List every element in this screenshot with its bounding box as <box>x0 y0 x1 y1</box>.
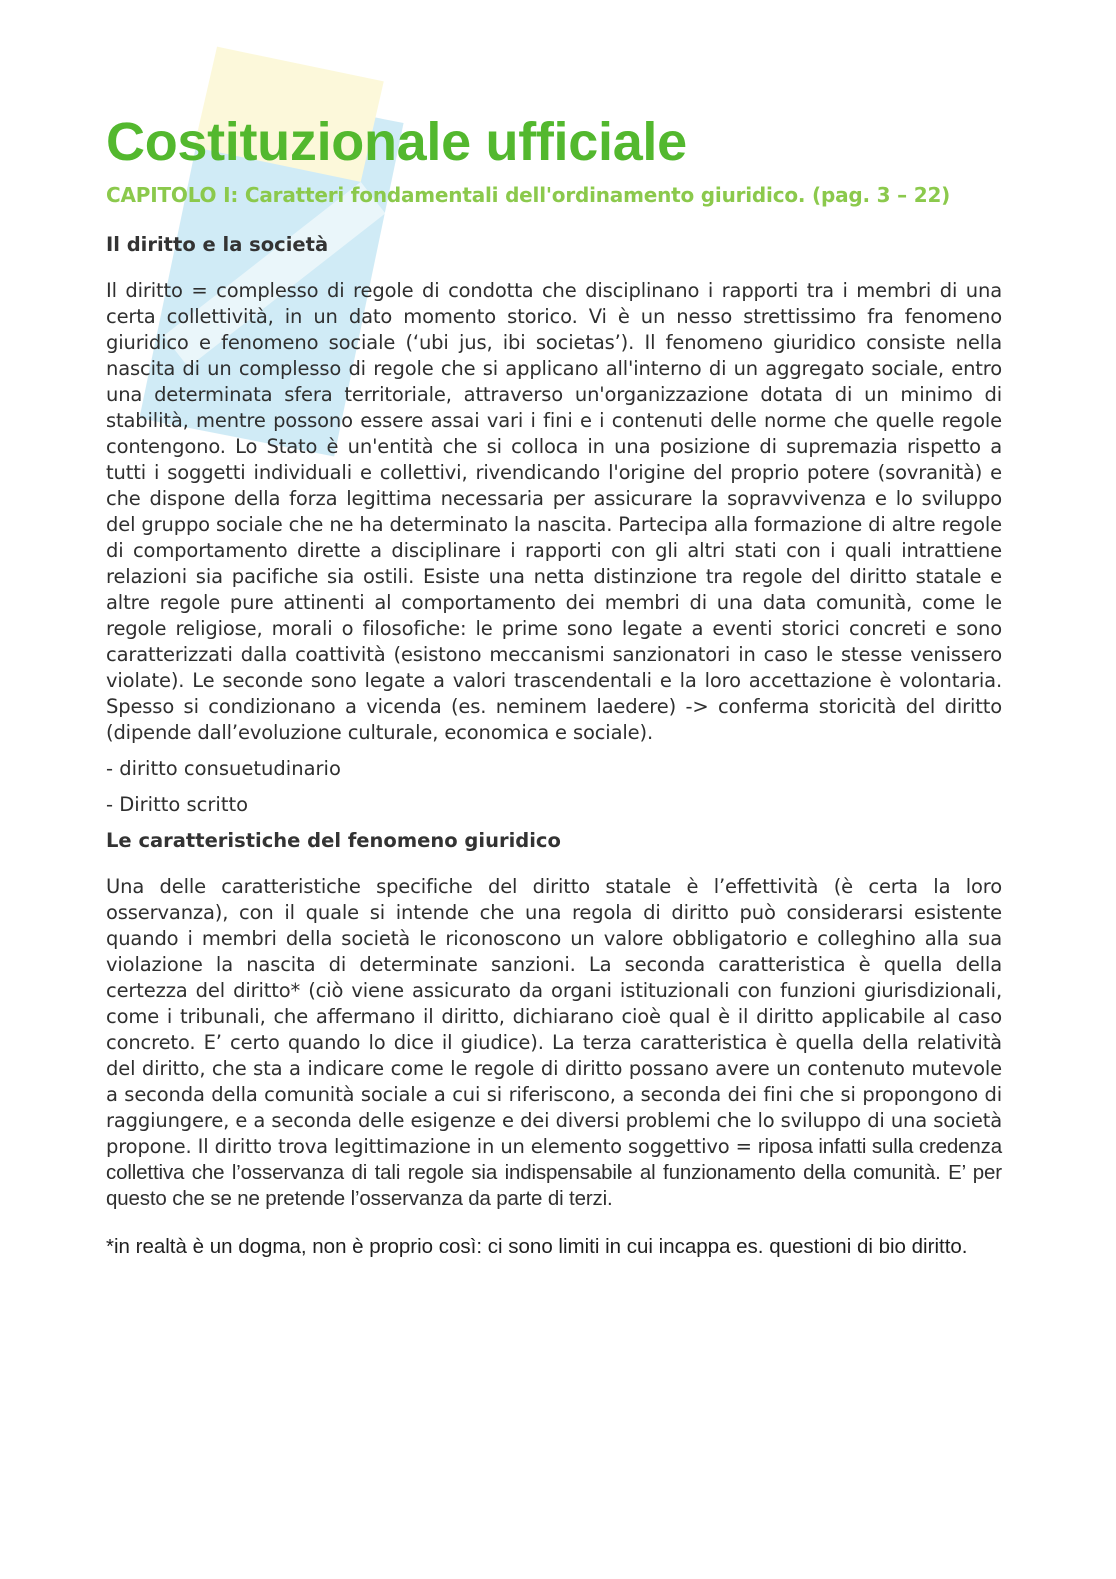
section-heading-diritto-societa: Il diritto e la società <box>106 233 329 256</box>
section-heading-caratteristiche: Le caratteristiche del fenomeno giuridico <box>106 829 561 852</box>
list-item: - Diritto scritto <box>106 793 249 816</box>
paragraph-part-2: riposa infatti sulla credenza collettiva che l’osservanza di tali regole sia indispensabile al funzionamento della comunità. E’ per questo che se ne pretende l’osservanza da parte di terzi. <box>106 1135 1002 1210</box>
paragraph-part-1: Una delle caratteristiche specifiche del diritto statale è l’effettività (è certa la loro osservanza), con il quale si intende che una regola di diritto può considerarsi esistente quando i membri della società le riconoscono un valore obbligatorio e colleghino alla sua violazione la nascita di determinate sanzioni. La seconda caratteristica è quella della certezza del diritto* (ciò viene assicurato da organi istituzionali con funzioni giurisdizionali, come i tribunali, che affermano il diritto, dichiarano cioè qual è il diritto applicabile al caso concreto. E’ certo quando lo dice il giudice). La terza caratteristica è quella della relatività del diritto, che sta a indicare come le regole di diritto possano avere un contenuto mutevole a seconda della comunità sociale a cui si riferiscono, a seconda dei fini che si propongono di raggiungere, e a seconda delle esigenze e dei diversi problemi che lo sviluppo di una società propone. Il diritto trova legittimazione in un elemento soggettivo = <box>106 875 1002 1158</box>
footnote: *in realtà è un dogma, non è proprio così: ci sono limiti in cui incappa es. questioni di bio diritto. <box>106 1235 968 1258</box>
chapter-heading: CAPITOLO I: Caratteri fondamentali dell'ordinamento giuridico. (pag. 3 – 22) <box>106 183 951 207</box>
section-paragraph-caratteristiche <box>106 874 1002 1212</box>
document-title: Costituzionale ufficiale <box>106 112 687 172</box>
list-item: - diritto consuetudinario <box>106 757 341 780</box>
section-paragraph: Il diritto = complesso di regole di condotta che disciplinano i rapporti tra i membri di una certa collettività, in un dato momento storico. Vi è un nesso strettissimo fra fenomeno giuridico e fenomeno sociale (‘ubi jus, ibi societas’). Il fenomeno giuridico consiste nella nascita di un complesso di regole che si applicano all'interno di un aggregato sociale, entro una determinata sfera territoriale, attraverso un'organizzazione dotata di un minimo di stabilità, mentre possono essere assai vari i fini e i contenuti delle norme che quelle regole contengono. Lo Stato è un'entità che si colloca in una posizione di supremazia rispetto a tutti i soggetti individuali e collettivi, rivendicando l'origine del proprio potere (sovranità) e che dispone della forza legittima necessaria per assicurare la sopravvivenza e lo sviluppo del gruppo sociale che ne ha determinato la nascita. Partecipa alla formazione di altre regole di comportamento dirette a disciplinare i rapporti con gli altri stati con i quali intrattiene relazioni sia pacifiche sia ostili. Esiste una netta distinzione tra regole del diritto statale e altre regole pure attinenti al comportamento dei membri di una data comunità, come le regole religiose, morali o filosofiche: le prime sono legate a eventi storici concreti e sono caratterizzati dalla coattività (esistono meccanismi sanzionatori in caso le stesse venissero violate). Le seconde sono legate a valori trascendentali e la loro accettazione è volontaria. Spesso si condizionano a vicenda (es. neminem laedere) -> conferma storicità del diritto (dipende dall’evoluzione culturale, economica e sociale). <box>106 279 1002 744</box>
document-page <box>106 108 1002 1260</box>
